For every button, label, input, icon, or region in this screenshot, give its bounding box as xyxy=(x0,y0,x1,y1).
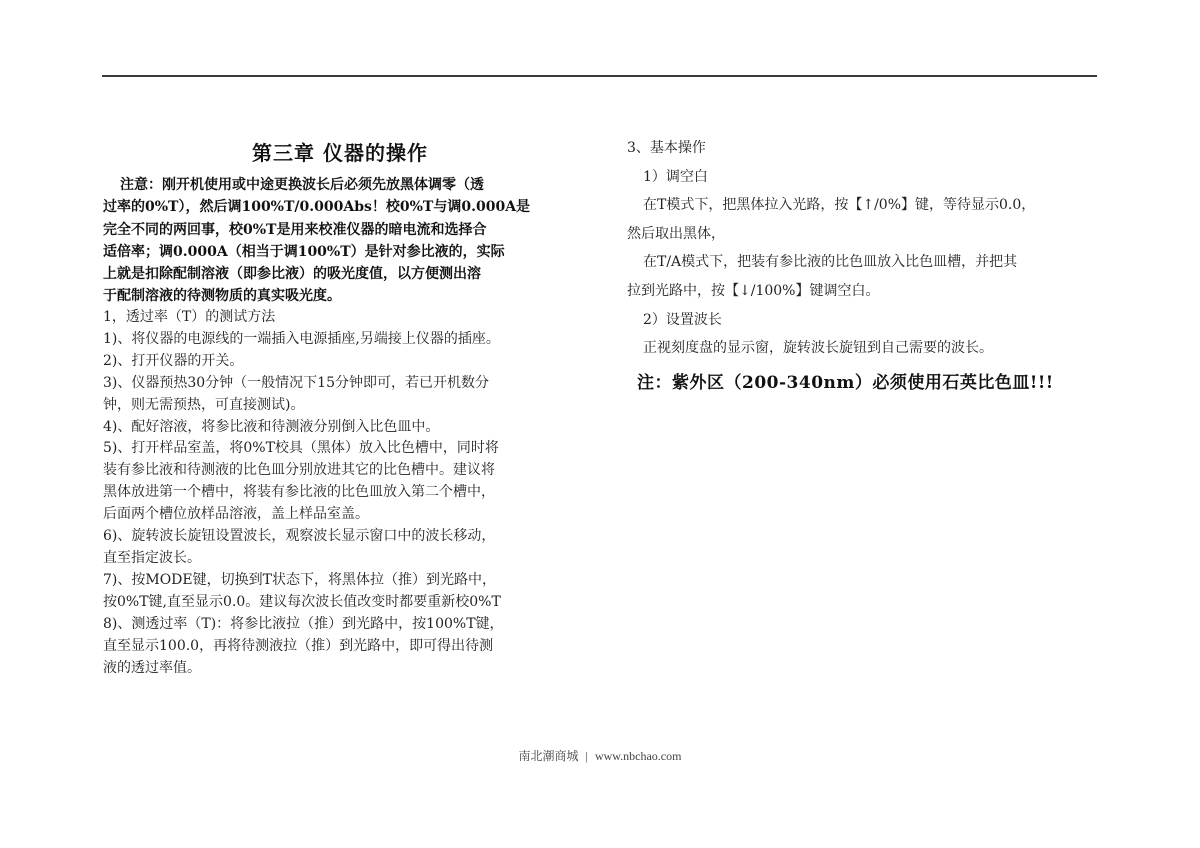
header-rule xyxy=(102,75,1097,77)
procedure-line: 4)、配好溶液，将参比液和待测液分别倒入比色皿中。 xyxy=(103,418,440,435)
transmittance-procedure xyxy=(103,307,583,679)
wavelength-step-line: 正视刻度盘的显示窗，旋转波长旋钮到自己需要的波长。 xyxy=(643,340,993,357)
notice-line: 注意：刚开机使用或中途更换波长后必须先放黑体调零（透 xyxy=(120,177,484,193)
subsection-heading-blank: 1）调空白 xyxy=(643,168,708,185)
procedure-line: 1)、将仪器的电源线的一端插入电源插座,另端接上仪器的插座。 xyxy=(103,330,500,347)
blank-step-line: 在T/A模式下，把装有参比液的比色皿放入比色皿槽，并把其 xyxy=(643,254,1018,271)
procedure-line: 2)、打开仪器的开关。 xyxy=(103,352,244,369)
procedure-line: 6)、旋转波长旋钮设置波长，观察波长显示窗口中的波长移动， xyxy=(103,528,496,545)
procedure-line: 8)、测透过率（T)：将参比液拉（推）到光路中，按100%T键， xyxy=(103,615,504,632)
footer-site-name: 南北潮商城 xyxy=(518,749,579,763)
section-heading: 1，透过率（T）的测试方法 xyxy=(103,309,276,325)
procedure-line: 后面两个槽位放样品溶液，盖上样品室盖。 xyxy=(103,506,369,523)
footer xyxy=(0,747,1200,764)
procedure-line: 黑体放进第一个槽中，将装有参比液的比色皿放入第二个槽中， xyxy=(103,484,495,501)
notice-line: 完全不同的两回事，校0%T是用来校准仪器的暗电流和选择合 xyxy=(103,221,487,238)
basic-operation-section xyxy=(627,134,1099,363)
chapter-title: 第三章 仪器的操作 xyxy=(252,141,428,165)
blank-step-line: 在T模式下，把黑体拉入光路，按【↑/0%】键，等待显示0.0， xyxy=(643,197,1036,214)
procedure-line: 钟，则无需预热，可直接测试)。 xyxy=(103,396,305,413)
subsection-heading-wavelength: 2）设置波长 xyxy=(643,311,722,328)
notice-line: 过率的0%T），然后调100%T/0.000Abs！校0%T与调0.000A是 xyxy=(103,199,531,216)
footer-url-link[interactable]: www.nbchao.com xyxy=(594,749,682,763)
section-heading: 3、基本操作 xyxy=(627,140,706,156)
blank-step-line: 拉到光路中，按【↓/100%】键调空白。 xyxy=(627,282,880,299)
procedure-line: 直至指定波长。 xyxy=(103,549,201,566)
notice-line: 适倍率；调0.000A（相当于调100%T）是针对参比液的，实际 xyxy=(103,243,505,260)
procedure-line: 装有参比液和待测液的比色皿分别放进其它的比色槽中。建议将 xyxy=(103,462,495,479)
procedure-line: 按0%T键,直至显示0.0。建议每次波长值改变时都要重新校0%T xyxy=(103,593,501,610)
procedure-line: 3)、仪器预热30分钟（一般情况下15分钟即可，若已开机数分 xyxy=(103,374,489,391)
procedure-line: 液的透过率值。 xyxy=(103,659,201,676)
uv-warning-note: 注：紫外区（200-340nm）必须使用石英比色皿!!! xyxy=(637,373,1054,393)
blank-step-line: 然后取出黑体， xyxy=(627,225,725,242)
notice-paragraph xyxy=(103,174,581,308)
notice-line: 于配制溶液的待测物质的真实吸光度。 xyxy=(103,288,341,305)
procedure-line: 7)、按MODE键，切换到T状态下，将黑体拉（推）到光路中， xyxy=(103,571,496,588)
procedure-line: 5)、打开样品室盖，将0%T校具（黑体）放入比色槽中，同时将 xyxy=(103,440,499,457)
notice-line: 上就是扣除配制溶液（即参比液）的吸光度值，以方便测出溶 xyxy=(103,266,481,283)
footer-separator: | xyxy=(585,749,588,763)
procedure-line: 直至显示100.0，再将待测液拉（推）到光路中，即可得出待测 xyxy=(103,637,494,654)
